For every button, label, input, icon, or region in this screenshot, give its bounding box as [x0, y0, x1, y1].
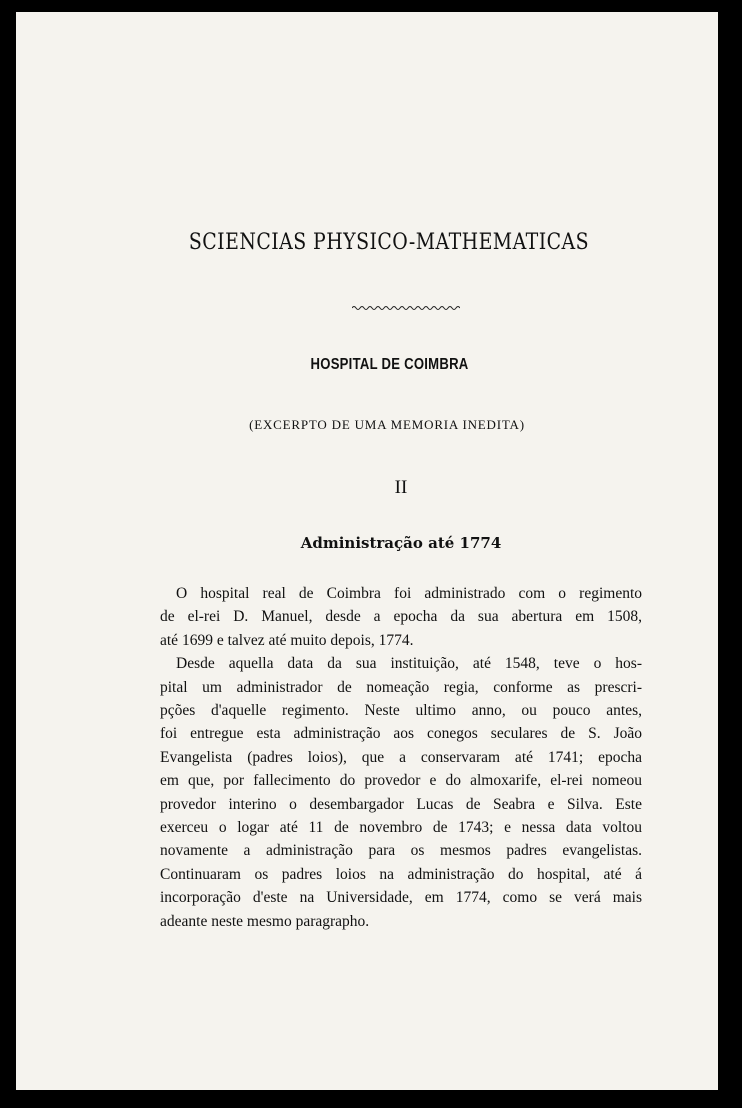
chapter-number: II: [394, 477, 408, 498]
text-line: até 1699 e talvez até muito depois, 1774.: [160, 631, 414, 649]
section-title: SCIENCIAS PHYSICO-MATHEMATICAS: [188, 230, 590, 255]
text-line: Desde aquella data da sua instituição, até 1548, teve o hos-: [176, 655, 642, 673]
text-line: exerceu o logar até 11 de novembro de 1743; e nessa data voltou: [160, 819, 642, 837]
text-line: de el-rei D. Manuel, desde a epocha da sua abertura em 1508,: [160, 608, 642, 626]
chapter-title: Administração até 1774: [300, 534, 502, 552]
wavy-rule-ornament: [352, 304, 460, 312]
text-line: em que, por fallecimento do provedor e do almoxarife, el-rei nomeou: [160, 772, 642, 790]
body-text: [160, 582, 642, 933]
text-line: O hospital real de Coimbra foi administrado com o regimento: [176, 585, 642, 602]
text-line: novamente a administração para os mesmos padres evangelistas.: [160, 842, 642, 860]
text-line: incorporação d'este na Universidade, em 1774, como se verá mais: [160, 889, 642, 907]
text-line: foi entregue esta administração aos conegos seculares de S. João: [160, 725, 642, 743]
article-title: HOSPITAL DE COIMBRA: [310, 356, 469, 373]
document-page: [16, 12, 718, 1090]
page-content: [16, 12, 718, 1090]
text-line: Evangelista (padres loios), que a conservaram até 1741; epocha: [160, 748, 642, 766]
excerpt-note: (EXCERPTO DE UMA MEMORIA INEDITA): [249, 417, 525, 432]
text-line: Continuaram os padres loios na administração do hospital, até á: [160, 865, 642, 883]
text-line: provedor interino o desembargador Lucas de Seabra e Silva. Este: [160, 795, 642, 813]
text-line: adeante neste mesmo paragrapho.: [160, 912, 370, 930]
text-line: pital um administrador de nomeação regia, conforme as prescri-: [160, 678, 642, 696]
text-line: pções d'aquelle regimento. Neste ultimo anno, ou pouco antes,: [160, 702, 642, 720]
